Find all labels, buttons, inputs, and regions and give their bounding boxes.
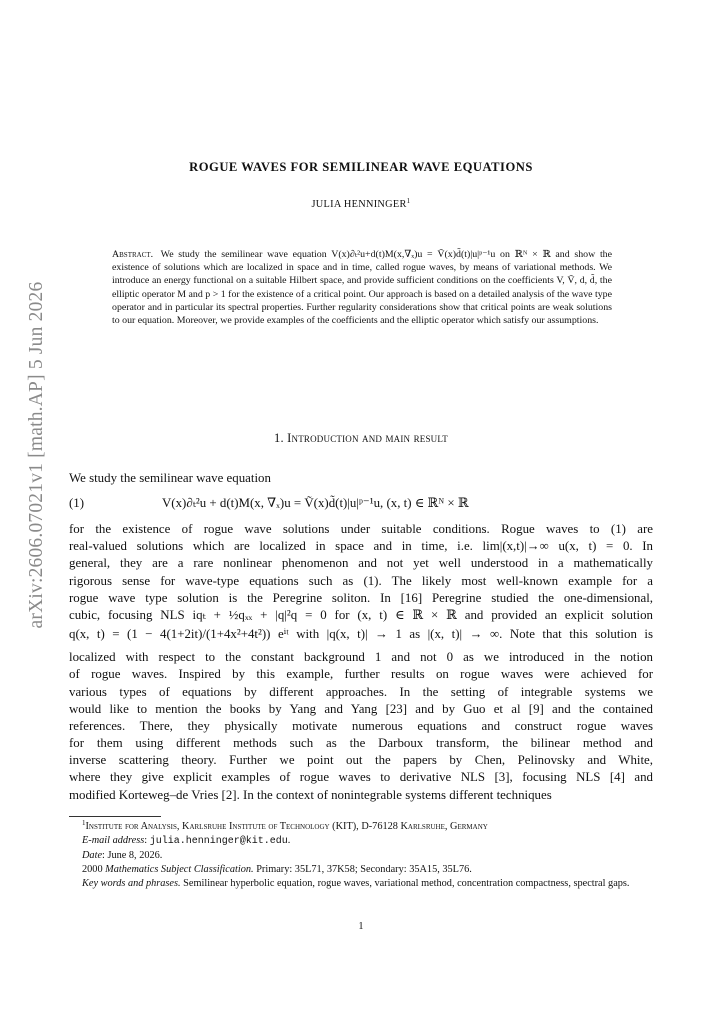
section-heading — [69, 431, 653, 446]
body-line: inverse scattering theory. Further we point out the papers by Chen, Pelinovsky and White, — [69, 753, 653, 768]
intro-sentence: We study the semilinear wave equation — [69, 471, 271, 485]
msc-codes: Primary: 35L71, 37K58; Secondary: 35A15, 35L76. — [256, 863, 472, 875]
body-line: q(x, t) = (1 − 4(1+2it)/(1+4x²+4t²)) eⁱᵗ with |q(x, t)| → 1 as |(x, t)| → ∞. Note that this solution is — [69, 627, 653, 642]
paper-title: ROGUE WAVES FOR SEMILINEAR WAVE EQUATIONS — [189, 160, 533, 174]
display-equation — [69, 494, 653, 514]
equation-body: V(x)∂ₜ²u + d(t)M(x, ∇ₓ)u = Ṽ(x)d̃(t)|u|ᵖ⁻¹u, (x, t) ∈ ℝᴺ × ℝ — [162, 496, 469, 510]
body-line: cubic, focusing NLS iqₜ + ½qₓₓ + |q|²q = 0 for (x, t) ∈ ℝ × ℝ and provided an explicit solution — [69, 607, 653, 622]
arxiv-identifier-stamp — [27, 210, 47, 700]
body-line: localized with respect to the constant background 1 and not 0 as we introduced in the notion — [69, 650, 653, 665]
footnote-msc — [69, 863, 653, 877]
email-label: E-mail address — [82, 834, 145, 846]
footnote-email: E-mail address: julia.henninger@kit.edu. — [82, 834, 291, 847]
footnote-date: Date: June 8, 2026. — [82, 849, 163, 861]
date-value: June 8, 2026. — [107, 849, 163, 861]
body-line: rogue wave type solution is the Peregrine soliton. In [16] Peregrine studied the one-dimensional, — [69, 590, 653, 605]
footnote-divider — [69, 816, 161, 817]
section-number: 1. — [274, 431, 284, 445]
arxiv-identifier-text: arXiv:2606.07021v1 [math.AP] 5 Jun 2026 — [26, 281, 47, 629]
msc-label: Mathematics Subject Classification. — [105, 863, 254, 875]
footnotes — [69, 820, 653, 891]
body-line: rigorous sense for wave-type equations such as (1). The likely most well-known example for a — [69, 573, 653, 588]
keywords-label: Key words and phrases. — [82, 877, 181, 889]
msc-lead: 2000 — [82, 863, 103, 875]
body-line: of rogue waves. Inspired by this example, further results on rogue waves were achieved for — [69, 667, 653, 682]
email-address: julia.henninger@kit.edu — [149, 835, 288, 847]
body-paragraph — [69, 521, 653, 804]
body-line: various types of equations by different approaches. In the setting of integrable systems we — [69, 684, 653, 699]
page-number: 1 — [358, 921, 364, 932]
date-label: Date — [82, 849, 103, 861]
body-line: would like to mention the books by Yang and Yang [23] and by Guo et al [9] and the contained — [69, 701, 653, 716]
author-name: JULIA HENNINGER — [311, 199, 407, 210]
keywords-text: Semilinear hyperbolic equation, rogue waves, variational method, concentration compactness, spectral gaps. — [183, 877, 630, 889]
affiliation-mark: 1 — [82, 819, 86, 827]
body-line: modified Korteweg–de Vries [2]. In the context of nonintegrable systems different techniques — [69, 787, 552, 802]
body-line: references. There, they physically motivate numerous equations and construct rogue waves — [69, 718, 653, 733]
body-line: real-valued solutions which are localized in space and in time, i.e. lim|(x,t)|→∞ u(x, t) = 0. In — [69, 539, 653, 554]
equation-number: (1) — [69, 496, 85, 510]
body-line: where they give explicit examples of rogue waves to derivative NLS [3], focusing NLS [4] and — [69, 770, 653, 785]
paper-author — [69, 199, 653, 210]
body-line: for them using different methods such as the Darboux transform, the bilinear method and — [69, 736, 653, 751]
body-line: for the existence of rogue wave solutions under suitable conditions. Rogue waves to (1) are — [69, 522, 653, 536]
footnote-keywords — [69, 877, 653, 891]
affiliation-text: Institute for Analysis, Karlsruhe Institute of Technology (KIT), D-76128 Karlsruhe, Germany — [85, 821, 488, 832]
author-footnote-mark: 1 — [406, 197, 411, 205]
section-title: Introduction and main result — [287, 431, 448, 445]
abstract-text: We study the semilinear wave equation V(x)∂ₜ²u+d(t)M(x,∇ₓ)u = Ṽ(x)d̃(t)|u|ᵖ⁻¹u on ℝᴺ × ℝ and show the existence of solutions which are localized in space and in time, called rogue waves, by means of variational methods. We introduce an energy functional on a suitable Hilbert space, and provide sufficient conditions on the coefficients V, Ṽ, d, d̃, the elliptic operator M and p > 1 for the existence of a critical point. Our approach is based on a detailed analysis of the wave type operator and in particular its spectral properties. Further regularity considerations show that critical points are weak solutions to our equation. Moreover, we provide examples of the coefficients and the elliptic operator which satisfy our assumptions. — [112, 249, 613, 327]
footnote-affiliation — [69, 820, 653, 834]
body-line: general, they are a rare nonlinear phenomenon and not yet well understood in a mathematically — [69, 556, 653, 571]
abstract-heading: Abstract. — [112, 249, 154, 260]
abstract — [112, 248, 612, 327]
